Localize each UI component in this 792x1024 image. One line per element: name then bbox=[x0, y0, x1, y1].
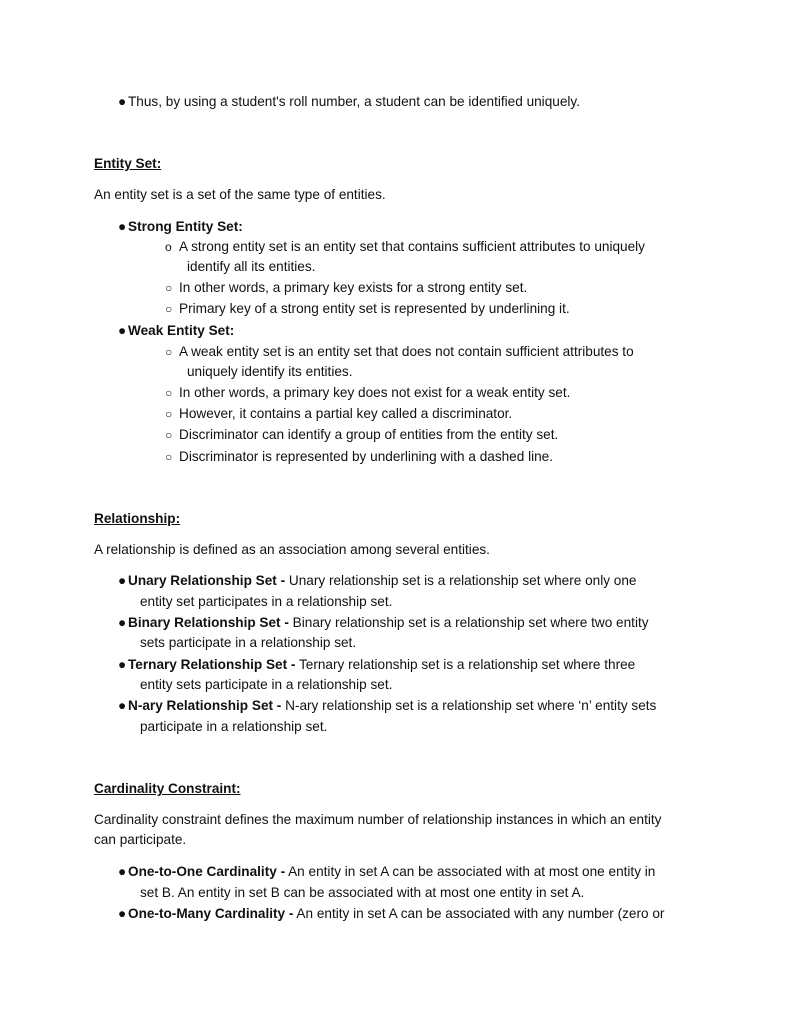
list-item: ● Binary Relationship Set - Binary relationship set is a relationship set where two entity bbox=[118, 613, 649, 634]
list-item: ● Strong Entity Set: bbox=[118, 217, 243, 238]
list-item: ● One-to-One Cardinality - An entity in set A can be associated with at most one entity in bbox=[118, 862, 655, 883]
sub-list-item: ○ Primary key of a strong entity set is represented by underlining it. bbox=[165, 299, 570, 320]
bullet-icon: ● bbox=[118, 906, 127, 921]
list-item-continuation: participate in a relationship set. bbox=[140, 719, 328, 734]
sub-list-item: o A strong entity set is an entity set that contains sufficient attributes to uniquely bbox=[165, 237, 645, 258]
list-item: ● Unary Relationship Set - Unary relationship set is a relationship set where only one bbox=[118, 571, 637, 592]
bullet-icon: ● bbox=[118, 573, 127, 588]
sub-list-item-continuation: uniquely identify its entities. bbox=[187, 364, 353, 379]
list-item: ● N-ary Relationship Set - N-ary relationship set is a relationship set where ‘n’ entity sets bbox=[118, 696, 656, 717]
circle-bullet-icon: ○ bbox=[165, 386, 173, 400]
list-item: ● Thus, by using a student's roll number, a student can be identified uniquely. bbox=[118, 92, 580, 113]
paragraph: An entity set is a set of the same type of entities. bbox=[94, 187, 386, 202]
bullet-icon: ● bbox=[118, 323, 127, 338]
list-item-continuation: entity sets participate in a relationship set. bbox=[140, 677, 393, 692]
list-item: ● One-to-Many Cardinality - An entity in set A can be associated with any number (zero or bbox=[118, 904, 664, 925]
paragraph: A relationship is defined as an association among several entities. bbox=[94, 542, 490, 557]
list-item-continuation: entity set participates in a relationship set. bbox=[140, 594, 393, 609]
bullet-icon: ● bbox=[118, 864, 127, 879]
circle-bullet-icon: ○ bbox=[165, 302, 173, 316]
bullet-icon: ● bbox=[118, 657, 127, 672]
list-item: ● Ternary Relationship Set - Ternary relationship set is a relationship set where three bbox=[118, 655, 635, 676]
sub-list-item: ○ Discriminator is represented by underlining with a dashed line. bbox=[165, 447, 553, 468]
section-heading-relationship: Relationship: bbox=[94, 511, 181, 526]
section-heading-cardinality: Cardinality Constraint: bbox=[94, 781, 241, 796]
circle-bullet-icon: o bbox=[165, 240, 172, 254]
circle-bullet-icon: ○ bbox=[165, 428, 173, 442]
sub-list-item: ○ However, it contains a partial key called a discriminator. bbox=[165, 404, 512, 425]
circle-bullet-icon: ○ bbox=[165, 345, 173, 359]
circle-bullet-icon: ○ bbox=[165, 407, 173, 421]
paragraph-line: can participate. bbox=[94, 832, 187, 847]
sub-list-item: ○ A weak entity set is an entity set that does not contain sufficient attributes to bbox=[165, 342, 634, 363]
paragraph-line: Cardinality constraint defines the maximum number of relationship instances in which an entity bbox=[94, 812, 662, 827]
bullet-icon: ● bbox=[118, 94, 127, 109]
list-item: ● Weak Entity Set: bbox=[118, 321, 234, 342]
bullet-icon: ● bbox=[118, 615, 127, 630]
sub-list-item-continuation: identify all its entities. bbox=[187, 259, 316, 274]
circle-bullet-icon: ○ bbox=[165, 450, 173, 464]
list-item-continuation: sets participate in a relationship set. bbox=[140, 635, 357, 650]
sub-list-item: ○ In other words, a primary key does not exist for a weak entity set. bbox=[165, 383, 570, 404]
sub-list-item: ○ Discriminator can identify a group of entities from the entity set. bbox=[165, 425, 558, 446]
section-heading-entity-set: Entity Set: bbox=[94, 156, 162, 171]
bullet-icon: ● bbox=[118, 698, 127, 713]
sub-list-item: ○ In other words, a primary key exists for a strong entity set. bbox=[165, 278, 527, 299]
bullet-icon: ● bbox=[118, 219, 127, 234]
circle-bullet-icon: ○ bbox=[165, 281, 173, 295]
list-item-continuation: set B. An entity in set B can be associated with at most one entity in set A. bbox=[140, 885, 585, 900]
